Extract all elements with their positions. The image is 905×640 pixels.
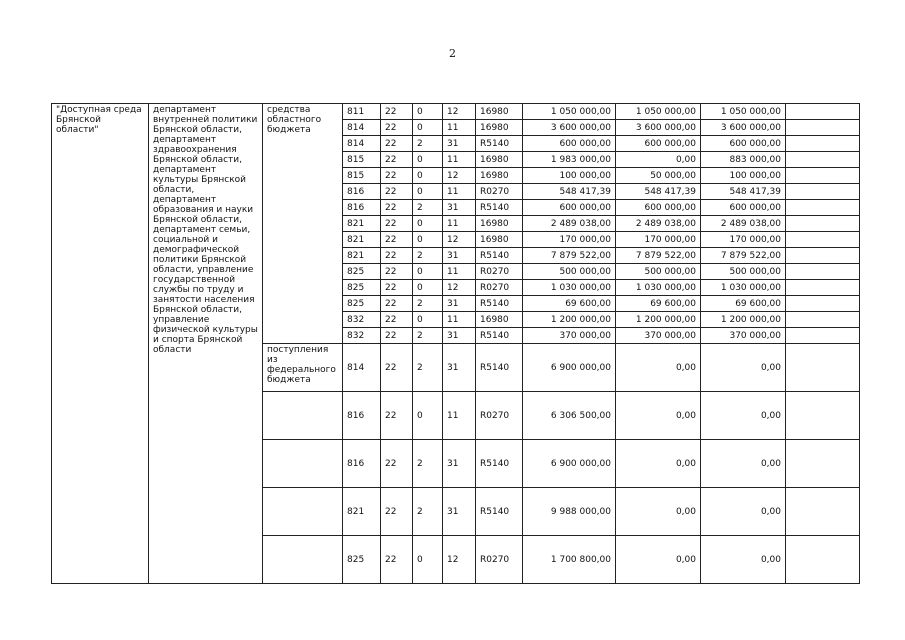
section-cell: 22 — [381, 120, 413, 136]
amount-year1-cell: 2 489 038,00 — [523, 216, 616, 232]
subsection-cell: 0 — [413, 312, 443, 328]
funding-source-empty-cell — [263, 536, 343, 584]
section-cell: 22 — [381, 536, 413, 584]
target-cell: 11 — [443, 312, 476, 328]
extra-cell — [786, 136, 860, 152]
expense-code-cell: R0270 — [476, 264, 523, 280]
grbs-cell: 816 — [343, 392, 381, 440]
amount-year3-cell: 1 200 000,00 — [701, 312, 786, 328]
section-cell: 22 — [381, 168, 413, 184]
amount-year1-cell: 600 000,00 — [523, 200, 616, 216]
extra-cell — [786, 104, 860, 120]
expense-code-cell: R0270 — [476, 536, 523, 584]
grbs-cell: 832 — [343, 328, 381, 344]
amount-year3-cell: 0,00 — [701, 344, 786, 392]
subsection-cell: 2 — [413, 344, 443, 392]
target-cell: 31 — [443, 344, 476, 392]
section-cell: 22 — [381, 200, 413, 216]
page-number: 2 — [449, 47, 456, 60]
grbs-cell: 815 — [343, 152, 381, 168]
expense-code-cell: 16980 — [476, 152, 523, 168]
amount-year2-cell: 0,00 — [616, 392, 701, 440]
grbs-cell: 821 — [343, 248, 381, 264]
funding-source-empty-cell — [263, 440, 343, 488]
amount-year1-cell: 600 000,00 — [523, 136, 616, 152]
section-cell: 22 — [381, 216, 413, 232]
section-cell: 22 — [381, 152, 413, 168]
section-cell: 22 — [381, 184, 413, 200]
target-cell: 31 — [443, 488, 476, 536]
target-cell: 11 — [443, 184, 476, 200]
extra-cell — [786, 440, 860, 488]
grbs-cell: 816 — [343, 184, 381, 200]
amount-year2-cell: 500 000,00 — [616, 264, 701, 280]
grbs-cell: 816 — [343, 200, 381, 216]
subsection-cell: 2 — [413, 200, 443, 216]
amount-year2-cell: 1 200 000,00 — [616, 312, 701, 328]
amount-year2-cell: 50 000,00 — [616, 168, 701, 184]
section-cell: 22 — [381, 296, 413, 312]
amount-year2-cell: 0,00 — [616, 344, 701, 392]
amount-year3-cell: 500 000,00 — [701, 264, 786, 280]
amount-year1-cell: 3 600 000,00 — [523, 120, 616, 136]
grbs-cell: 821 — [343, 232, 381, 248]
grbs-cell: 811 — [343, 104, 381, 120]
amount-year1-cell: 170 000,00 — [523, 232, 616, 248]
amount-year3-cell: 1 050 000,00 — [701, 104, 786, 120]
amount-year3-cell: 2 489 038,00 — [701, 216, 786, 232]
extra-cell — [786, 248, 860, 264]
expense-code-cell: R5140 — [476, 488, 523, 536]
grbs-cell: 815 — [343, 168, 381, 184]
extra-cell — [786, 280, 860, 296]
subsection-cell: 2 — [413, 136, 443, 152]
section-cell: 22 — [381, 248, 413, 264]
subsection-cell: 0 — [413, 104, 443, 120]
amount-year2-cell: 69 600,00 — [616, 296, 701, 312]
target-cell: 12 — [443, 232, 476, 248]
target-cell: 12 — [443, 168, 476, 184]
grbs-cell: 821 — [343, 488, 381, 536]
section-cell: 22 — [381, 328, 413, 344]
expense-code-cell: R0270 — [476, 392, 523, 440]
amount-year2-cell: 0,00 — [616, 536, 701, 584]
amount-year1-cell: 6 306 500,00 — [523, 392, 616, 440]
extra-cell — [786, 264, 860, 280]
grbs-cell: 825 — [343, 536, 381, 584]
target-cell: 31 — [443, 328, 476, 344]
grbs-cell: 832 — [343, 312, 381, 328]
target-cell: 31 — [443, 200, 476, 216]
extra-cell — [786, 296, 860, 312]
amount-year3-cell: 7 879 522,00 — [701, 248, 786, 264]
amount-year1-cell: 6 900 000,00 — [523, 344, 616, 392]
target-cell: 12 — [443, 104, 476, 120]
subsection-cell: 0 — [413, 168, 443, 184]
extra-cell — [786, 184, 860, 200]
extra-cell — [786, 200, 860, 216]
expense-code-cell: R5140 — [476, 248, 523, 264]
expense-code-cell: R5140 — [476, 344, 523, 392]
grbs-cell: 821 — [343, 216, 381, 232]
executor-cell: департамент внутренней политики Брянской области, департамент здравоохранения Брянской области, департамент культуры Брянской области, департамент образования и науки Брянской области, департамент семьи, социальной и демографической политики Брянской области, управление государственной службы по труду и занятости населения Брянской области, управление физической культуры и спорта Брянской области — [149, 104, 263, 584]
amount-year3-cell: 1 030 000,00 — [701, 280, 786, 296]
amount-year3-cell: 0,00 — [701, 488, 786, 536]
target-cell: 31 — [443, 296, 476, 312]
extra-cell — [786, 488, 860, 536]
amount-year3-cell: 3 600 000,00 — [701, 120, 786, 136]
grbs-cell: 825 — [343, 280, 381, 296]
subsection-cell: 2 — [413, 440, 443, 488]
grbs-cell: 816 — [343, 440, 381, 488]
expense-code-cell: 16980 — [476, 232, 523, 248]
funding-source-empty-cell — [263, 488, 343, 536]
subsection-cell: 0 — [413, 280, 443, 296]
extra-cell — [786, 536, 860, 584]
amount-year2-cell: 548 417,39 — [616, 184, 701, 200]
amount-year2-cell: 0,00 — [616, 488, 701, 536]
section-cell: 22 — [381, 104, 413, 120]
expense-code-cell: R5140 — [476, 440, 523, 488]
expense-code-cell: 16980 — [476, 104, 523, 120]
amount-year1-cell: 6 900 000,00 — [523, 440, 616, 488]
section-cell: 22 — [381, 232, 413, 248]
budget-table — [51, 103, 860, 584]
section-cell: 22 — [381, 136, 413, 152]
amount-year2-cell: 7 879 522,00 — [616, 248, 701, 264]
subsection-cell: 0 — [413, 216, 443, 232]
target-cell: 11 — [443, 264, 476, 280]
subsection-cell: 0 — [413, 392, 443, 440]
amount-year2-cell: 2 489 038,00 — [616, 216, 701, 232]
amount-year1-cell: 7 879 522,00 — [523, 248, 616, 264]
expense-code-cell: 16980 — [476, 312, 523, 328]
amount-year1-cell: 69 600,00 — [523, 296, 616, 312]
amount-year1-cell: 370 000,00 — [523, 328, 616, 344]
extra-cell — [786, 232, 860, 248]
amount-year1-cell: 1 983 000,00 — [523, 152, 616, 168]
extra-cell — [786, 120, 860, 136]
amount-year2-cell: 370 000,00 — [616, 328, 701, 344]
subsection-cell: 0 — [413, 152, 443, 168]
section-cell: 22 — [381, 488, 413, 536]
amount-year3-cell: 370 000,00 — [701, 328, 786, 344]
extra-cell — [786, 168, 860, 184]
amount-year1-cell: 100 000,00 — [523, 168, 616, 184]
amount-year3-cell: 548 417,39 — [701, 184, 786, 200]
subsection-cell: 0 — [413, 184, 443, 200]
extra-cell — [786, 216, 860, 232]
amount-year1-cell: 1 700 800,00 — [523, 536, 616, 584]
expense-code-cell: 16980 — [476, 168, 523, 184]
expense-code-cell: R5140 — [476, 200, 523, 216]
target-cell: 31 — [443, 136, 476, 152]
amount-year3-cell: 600 000,00 — [701, 200, 786, 216]
subsection-cell: 0 — [413, 264, 443, 280]
table-body — [52, 104, 860, 584]
amount-year2-cell: 170 000,00 — [616, 232, 701, 248]
target-cell: 11 — [443, 152, 476, 168]
amount-year2-cell: 1 030 000,00 — [616, 280, 701, 296]
amount-year3-cell: 100 000,00 — [701, 168, 786, 184]
amount-year2-cell: 0,00 — [616, 152, 701, 168]
grbs-cell: 825 — [343, 264, 381, 280]
section-cell: 22 — [381, 280, 413, 296]
amount-year3-cell: 600 000,00 — [701, 136, 786, 152]
grbs-cell: 814 — [343, 344, 381, 392]
amount-year2-cell: 0,00 — [616, 440, 701, 488]
amount-year2-cell: 3 600 000,00 — [616, 120, 701, 136]
subsection-cell: 0 — [413, 536, 443, 584]
expense-code-cell: R0270 — [476, 184, 523, 200]
subsection-cell: 2 — [413, 328, 443, 344]
amount-year3-cell: 883 000,00 — [701, 152, 786, 168]
target-cell: 31 — [443, 440, 476, 488]
amount-year2-cell: 600 000,00 — [616, 136, 701, 152]
amount-year3-cell: 0,00 — [701, 440, 786, 488]
subsection-cell: 2 — [413, 296, 443, 312]
amount-year1-cell: 548 417,39 — [523, 184, 616, 200]
extra-cell — [786, 328, 860, 344]
grbs-cell: 814 — [343, 120, 381, 136]
expense-code-cell: 16980 — [476, 120, 523, 136]
funding-source-federal-cell: поступления из федерального бюджета — [263, 344, 343, 392]
extra-cell — [786, 152, 860, 168]
expense-code-cell: 16980 — [476, 216, 523, 232]
subsection-cell: 2 — [413, 488, 443, 536]
grbs-cell: 825 — [343, 296, 381, 312]
target-cell: 31 — [443, 248, 476, 264]
expense-code-cell: R5140 — [476, 296, 523, 312]
amount-year3-cell: 69 600,00 — [701, 296, 786, 312]
section-cell: 22 — [381, 440, 413, 488]
amount-year1-cell: 500 000,00 — [523, 264, 616, 280]
target-cell: 11 — [443, 120, 476, 136]
table-row — [52, 104, 860, 120]
expense-code-cell: R0270 — [476, 280, 523, 296]
extra-cell — [786, 392, 860, 440]
expense-code-cell: R5140 — [476, 328, 523, 344]
amount-year2-cell: 600 000,00 — [616, 200, 701, 216]
target-cell: 12 — [443, 536, 476, 584]
expense-code-cell: R5140 — [476, 136, 523, 152]
target-cell: 11 — [443, 216, 476, 232]
amount-year1-cell: 1 200 000,00 — [523, 312, 616, 328]
grbs-cell: 814 — [343, 136, 381, 152]
program-name-cell: "Доступная среда Брянской области" — [52, 104, 149, 584]
section-cell: 22 — [381, 312, 413, 328]
subsection-cell: 0 — [413, 120, 443, 136]
amount-year3-cell: 0,00 — [701, 536, 786, 584]
funding-source-regional-cell: средства областного бюджета — [263, 104, 343, 344]
target-cell: 12 — [443, 280, 476, 296]
amount-year3-cell: 0,00 — [701, 392, 786, 440]
funding-source-empty-cell — [263, 392, 343, 440]
amount-year2-cell: 1 050 000,00 — [616, 104, 701, 120]
subsection-cell: 2 — [413, 248, 443, 264]
target-cell: 11 — [443, 392, 476, 440]
section-cell: 22 — [381, 264, 413, 280]
subsection-cell: 0 — [413, 232, 443, 248]
amount-year1-cell: 9 988 000,00 — [523, 488, 616, 536]
section-cell: 22 — [381, 392, 413, 440]
section-cell: 22 — [381, 344, 413, 392]
amount-year3-cell: 170 000,00 — [701, 232, 786, 248]
amount-year1-cell: 1 050 000,00 — [523, 104, 616, 120]
amount-year1-cell: 1 030 000,00 — [523, 280, 616, 296]
extra-cell — [786, 312, 860, 328]
extra-cell — [786, 344, 860, 392]
